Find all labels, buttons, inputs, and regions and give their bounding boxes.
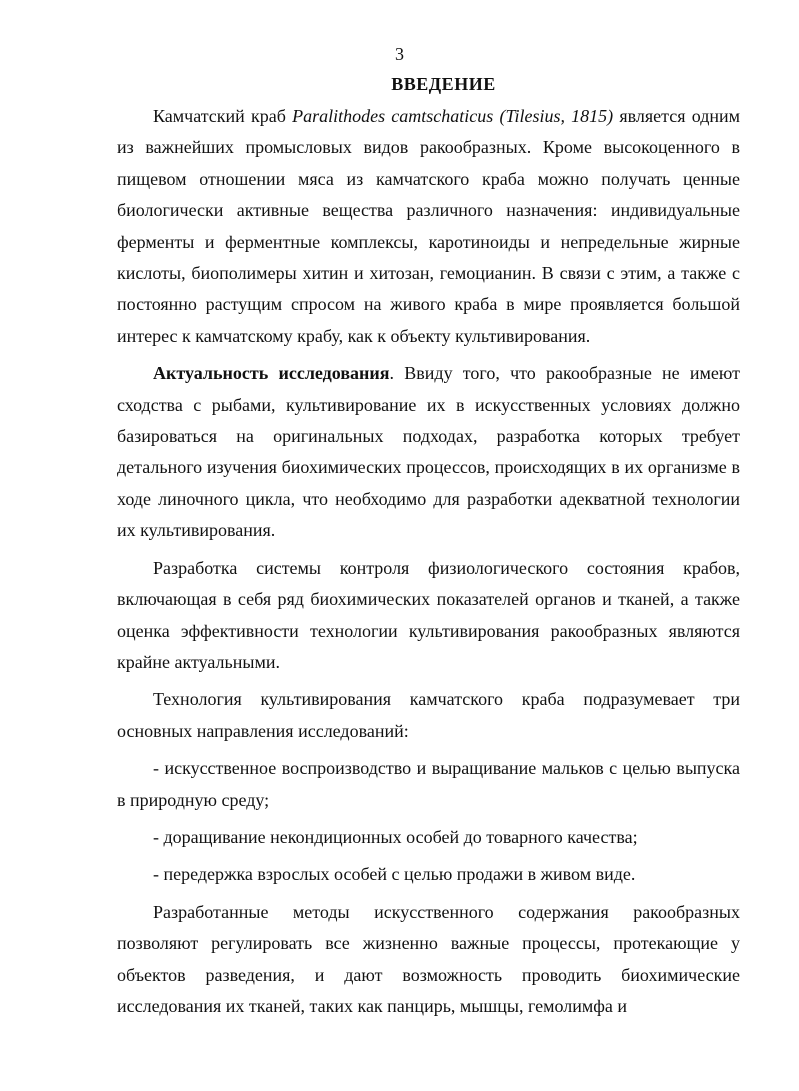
- section-heading: ВВЕДЕНИЕ: [391, 74, 496, 94]
- relevance-text: . Ввиду того, что ракообразные не имеют сходства с рыбами, культивирование их в искусственных условиях должно базироваться на оригинальных подходах, разработка которых требует детального изучения биохимических процессов, происходящих в их организме в ходе линочного цикла, что необходимо для разработки адекватной технологии их культивирования.: [117, 363, 740, 541]
- list-item: - доращивание некондиционных особей до товарного качества;: [153, 826, 638, 847]
- relevance-label: Актуальность исследования: [153, 363, 390, 384]
- paragraph-technology: Технология культивирования камчатского краба подразумевает три основных направления исследований:: [117, 689, 740, 741]
- list-item: - искусственное воспроизводство и выращивание мальков с целью выпуска в природную среду;: [117, 758, 740, 810]
- paragraph-intro: [117, 101, 740, 352]
- document-body: [117, 101, 740, 1022]
- page-number: 3: [395, 44, 404, 64]
- paragraph-control-system: Разработка системы контроля физиологического состояния крабов, включающая в себя ряд биохимических показателей органов и тканей, а также оценка эффективности технологии культивирования ракообразных являются крайне актуальными.: [117, 557, 740, 672]
- paragraph-relevance: [117, 358, 740, 546]
- list-item: - передержка взрослых особей с целью продажи в живом виде.: [153, 864, 636, 885]
- paragraph-methods: Разработанные методы искусственного содержания ракообразных позволяют регулировать все жизненно важные процессы, протекающие у объектов разведения, и дают возможность проводить биохимические исследования их тканей, таких как панцирь, мышцы, гемолимфа и: [117, 901, 740, 1016]
- intro-text-rest: является одним из важнейших промысловых видов ракообразных. Кроме высокоценного в пищевом отношении мяса из камчатского краба можно получать ценные биологически активные вещества различного назначения: индивидуальные ферменты и ферментные комплексы, каротиноиды и непредельные жирные кислоты, биополимеры хитин и хитозан, гемоцианин. В связи с этим, а также с постоянно растущим спросом на живого краба в мире проявляется большой интерес к камчатскому крабу, как к объекту культивирования.: [117, 106, 741, 346]
- species-name: Paralithodes camtschaticus (Tilesius, 1815): [292, 106, 614, 126]
- intro-text-start: Камчатский краб: [153, 106, 293, 126]
